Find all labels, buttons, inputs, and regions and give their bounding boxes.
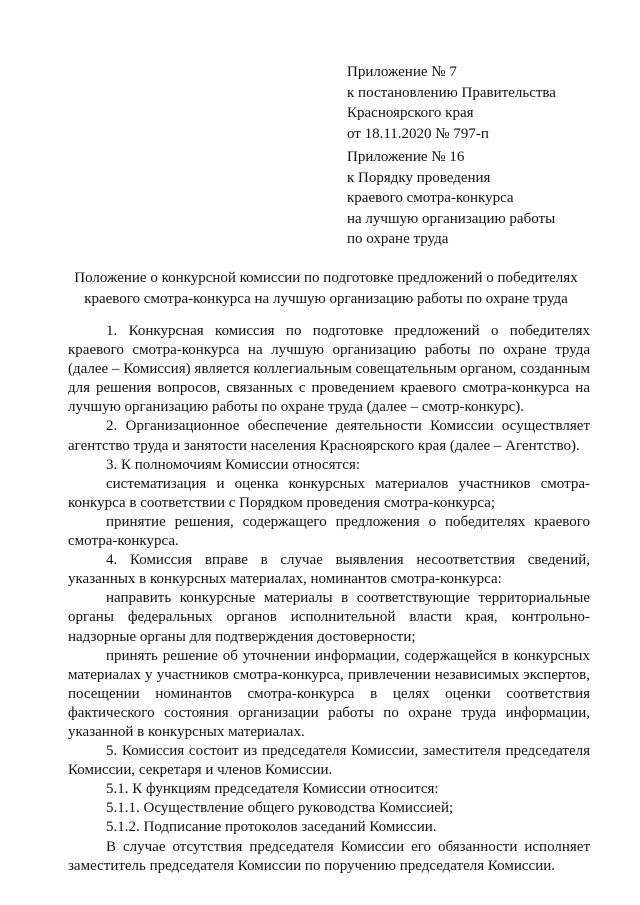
appendix-16-labor-safety: по охране труда [347, 231, 449, 247]
paragraph-5: 5. Комиссия состоит из председателя Комиссии, заместителя председателя Комиссии, секретаря и членов Комиссии. [68, 743, 590, 779]
paragraph-4-item-2: принять решение об уточнении информации, содержащейся в конкурсных материалах у участников смотра-конкурса, привлечении независимых экспертов, посещении номинантов смотра-конкурса в целях оценки соответствия фактического состояния организации работы по охране труда информации, указанной в конкурсных материалах. [68, 647, 590, 740]
appendix-16-order: к Порядку проведения [347, 169, 491, 186]
paragraph-3: 3. К полномочиям Комиссии относятся: [106, 456, 361, 473]
document-title-line-1: Положение о конкурсной комиссии по подготовке предложений о победителях [74, 270, 578, 286]
paragraph-2: 2. Организационное обеспечение деятельности Комиссии осуществляет агентство труда и занятости населения Красноярского края (далее – Агентство). [68, 418, 590, 454]
paragraph-3-item-1: систематизация и оценка конкурсных материалов участников смотра-конкурса в соответствии с Порядком проведения смотра-конкурса; [68, 475, 590, 511]
paragraph-5-1: 5.1. К функциям председателя Комиссии относится: [106, 781, 439, 798]
appendix-16-number: Приложение № 16 [347, 149, 465, 165]
paragraph-deputy-chairman: В случае отсутствия председателя Комиссии его обязанности исполняет заместитель председателя Комиссии по поручению председателя Комиссии. [68, 838, 590, 874]
appendix-7-region: Красноярского края [347, 105, 474, 121]
appendix-16-header [347, 147, 617, 250]
appendix-16-contest: краевого смотра-конкурса [347, 190, 514, 206]
paragraph-5-1-1: 5.1.1. Осуществление общего руководства Комиссией; [106, 800, 454, 817]
paragraph-1: 1. Конкурсная комиссия по подготовке предложений о победителях краевого смотра-конкурса на лучшую организацию работы по охране труда (далее – Комиссия) является коллегиальным совещательным органом, созданным для решения вопросов, связанных с проведением краевого смотра-конкурса на лучшую организацию работы по охране труда (далее – смотр-конкурс). [68, 323, 590, 416]
appendix-7-resolution: к постановлению Правительства [347, 84, 556, 101]
paragraph-3-item-2: принятие решения, содержащего предложения о победителях краевого смотра-конкурса. [68, 513, 590, 550]
appendix-7-date: от 18.11.2020 № 797-п [347, 125, 489, 142]
appendix-7-header [347, 62, 617, 144]
appendix-7-number: Приложение № 7 [347, 64, 457, 80]
document-body [68, 322, 590, 876]
document-title [40, 268, 612, 309]
paragraph-4: 4. Комиссия вправе в случае выявления несоответствия сведений, указанных в конкурсных материалах, номинантов смотра-конкурса: [68, 552, 590, 588]
paragraph-5-1-2: 5.1.2. Подписание протоколов заседаний Комиссии. [106, 819, 437, 836]
paragraph-4-item-1: направить конкурсные материалы в соответствующие территориальные органы федеральных органов исполнительной власти края, контрольно-надзорные органы для подтверждения достоверности; [68, 590, 590, 645]
document-title-line-2: краевого смотра-конкурса на лучшую организацию работы по охране труда [84, 290, 568, 307]
appendix-16-organization: на лучшую организацию работы [347, 210, 556, 227]
